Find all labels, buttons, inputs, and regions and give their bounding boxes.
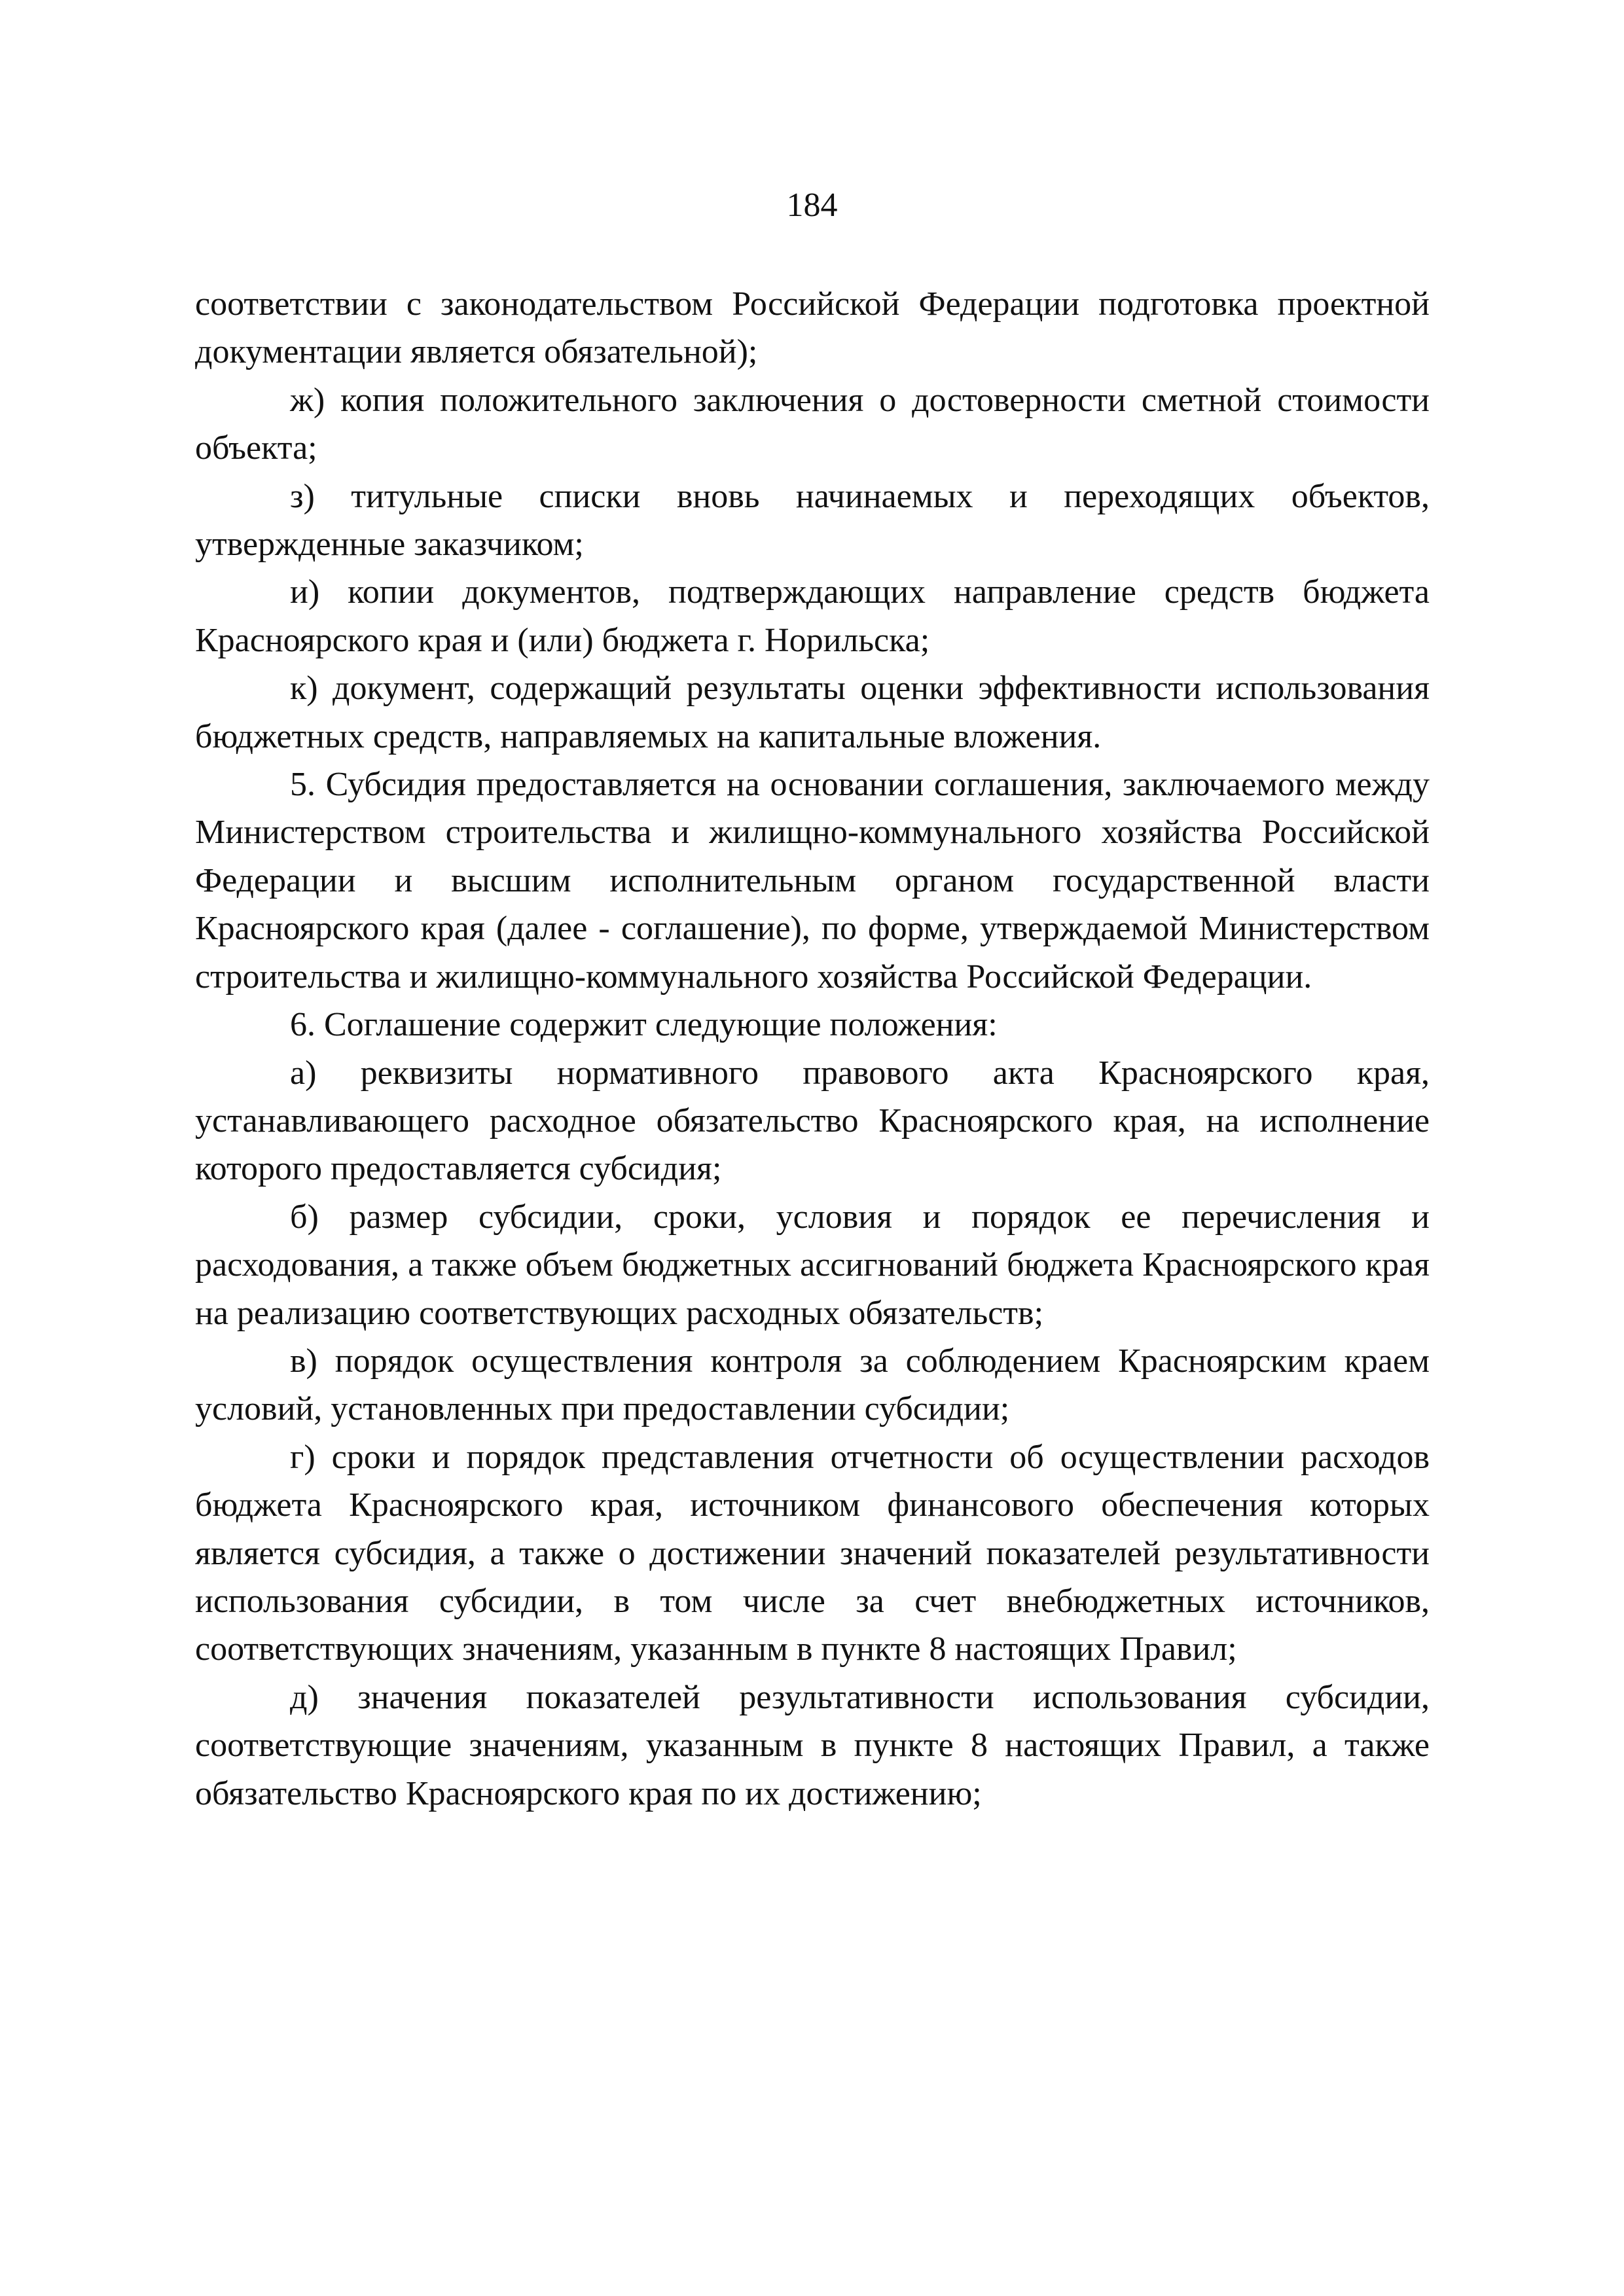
paragraph-item-b: б) размер субсидии, сроки, условия и порядок ее перечисления и расходования, а также объем бюджетных ассигнований бюджета Красноярского края на реализацию соответствующих расходных обязательств;: [195, 1198, 1430, 1332]
paragraph-item-k: к) документ, содержащий результаты оценки эффективности использования бюджетных средств, направляемых на капитальные вложения.: [195, 670, 1430, 755]
document-body: [195, 280, 1430, 1818]
paragraph-item-g: г) сроки и порядок представления отчетности об осуществлении расходов бюджета Красноярского края, источником финансового обеспечения которых является субсидия, а также о достижении значений показателей результативности использования субсидии, в том числе за счет внебюджетных источников, соответствующих значениям, указанным в пункте 8 настоящих Правил;: [195, 1438, 1430, 1668]
paragraph-item-d: д) значения показателей результативности использования субсидии, соответствующие значениям, указанным в пункте 8 настоящих Правил, а также обязательство Красноярского края по их достижению;: [195, 1678, 1430, 1812]
paragraph-continuation: соответствии с законодательством Российской Федерации подготовка проектной документации является обязательной);: [195, 285, 1430, 371]
paragraph-item-a: а) реквизиты нормативного правового акта Красноярского края, устанавливающего расходное обязательство Красноярского края, на исполнение которого предоставляется субсидия;: [195, 1054, 1430, 1188]
paragraph-item-i: и) копии документов, подтверждающих направление средств бюджета Красноярского края и (или) бюджета г. Норильска;: [195, 573, 1430, 659]
page-number: 184: [786, 187, 838, 224]
paragraph-item-v: в) порядок осуществления контроля за соблюдением Красноярским краем условий, установленных при предоставлении субсидии;: [195, 1342, 1430, 1428]
paragraph-clause-6: 6. Соглашение содержит следующие положения:: [290, 1006, 998, 1044]
paragraph-clause-5: 5. Субсидия предоставляется на основании соглашения, заключаемого между Министерством строительства и жилищно-коммунального хозяйства Российской Федерации и высшим исполнительным органом государственной власти Красноярского края (далее - соглашение), по форме, утверждаемой Министерством строительства и жилищно-коммунального хозяйства Российской Федерации.: [195, 766, 1430, 996]
paragraph-item-z: з) титульные списки вновь начинаемых и переходящих объектов, утвержденные заказчиком;: [195, 477, 1430, 564]
paragraph-item-zh: ж) копия положительного заключения о достоверности сметной стоимости объекта;: [195, 381, 1430, 467]
